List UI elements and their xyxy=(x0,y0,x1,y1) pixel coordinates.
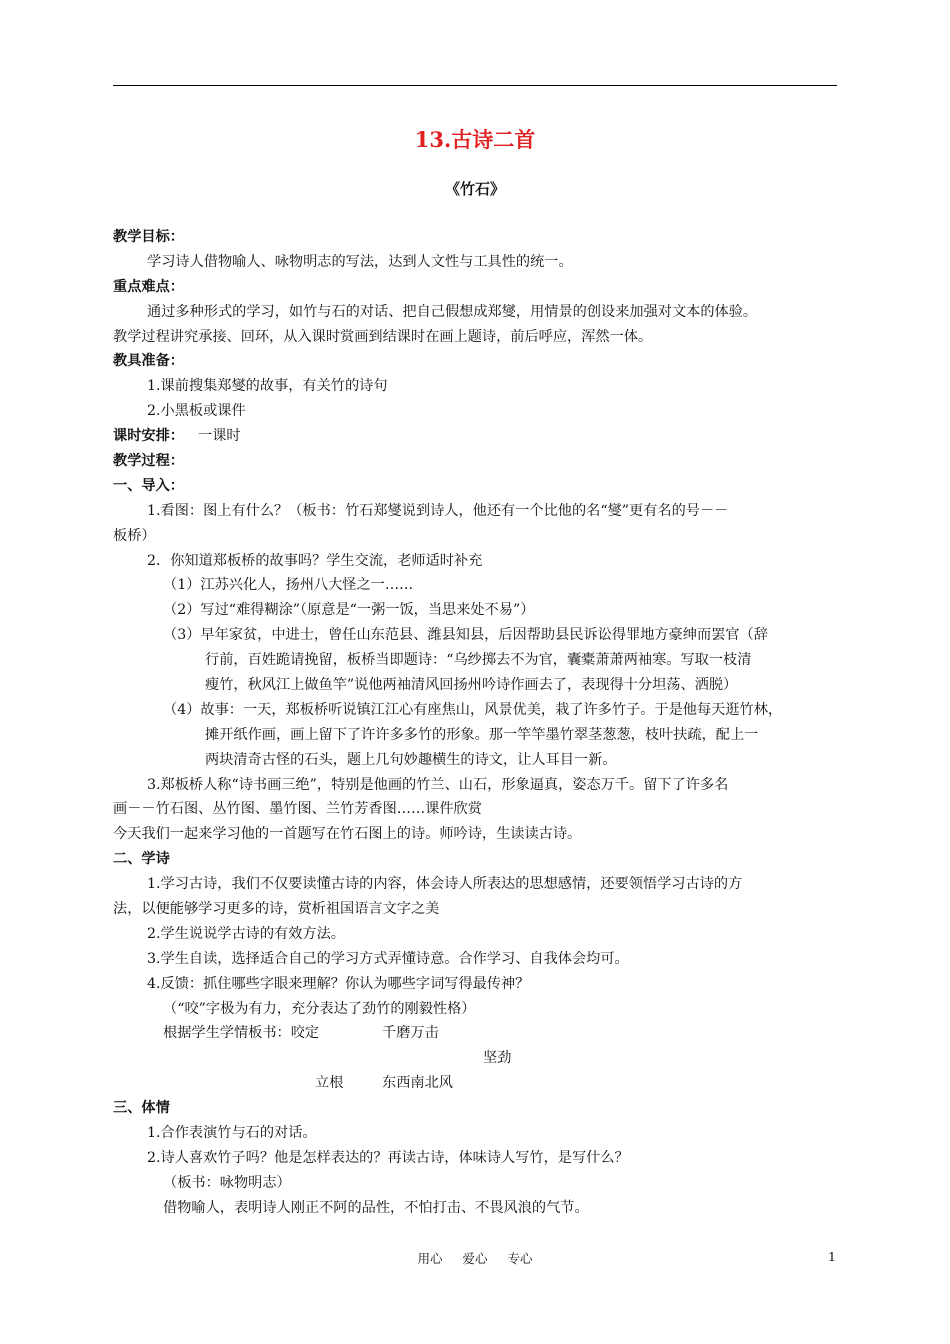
text-line: 1.合作表演竹与石的对话。 xyxy=(147,1125,317,1141)
text-line: 板桥） xyxy=(113,528,156,544)
section-heading: 二、学诗 xyxy=(113,851,170,867)
text-line: 今天我们一起来学习他的一首题写在竹石图上的诗。师吟诗，生读读古诗。 xyxy=(113,826,582,842)
text-line: 借物喻人，表明诗人刚正不阿的品性，不怕打击、不畏风浪的气节。 xyxy=(163,1200,589,1216)
header-rule xyxy=(113,85,837,86)
text-line: 2.小黑板或课件 xyxy=(147,403,246,419)
text-line: 2.学生说说学古诗的有效方法。 xyxy=(147,926,345,942)
page-title: 13.古诗二首 xyxy=(414,127,536,152)
section-heading: 教具准备： xyxy=(113,353,184,369)
section-heading: 课时安排： xyxy=(113,428,184,444)
text-line: （2）写过“难得糊涂”（原意是“一粥一饭，当思来处不易”） xyxy=(163,602,535,618)
text-line: 4.反馈：抓住哪些字眼来理解？你认为哪些字词写得最传神？ xyxy=(147,976,530,992)
text-line: 通过多种形式的学习，如竹与石的对话、把自己假想成郑燮，用情景的创设来加强对文本的体验。 xyxy=(147,304,758,320)
text-line: （“咬”字极为有力，充分表达了劲竹的刚毅性格） xyxy=(163,1001,476,1017)
page-number: 1 xyxy=(828,1249,836,1264)
section-heading: 三、体情 xyxy=(113,1100,170,1116)
section-heading: 一、导入： xyxy=(113,478,184,494)
board-text: 坚劲 xyxy=(483,1050,512,1066)
text-line: 一课时 xyxy=(198,428,241,444)
section-heading: 教学过程： xyxy=(113,453,184,469)
text-line: 1.课前搜集郑燮的故事，有关竹的诗句 xyxy=(147,378,388,394)
text-line: 2．你知道郑板桥的故事吗？学生交流，老师适时补充 xyxy=(147,553,483,569)
text-line: （板书：咏物明志） xyxy=(163,1175,291,1191)
text-line: 1.看图：图上有什么？（板书：竹石郑燮说到诗人，他还有一个比他的名“燮”更有名的号－－ xyxy=(147,503,729,519)
text-line: 法，以便能够学习更多的诗，赏析祖国语言文字之美 xyxy=(113,901,440,917)
board-text: 立根 xyxy=(315,1075,344,1091)
text-line: 1.学习古诗，我们不仅要读懂古诗的内容，体会诗人所表达的思想感情，还要领悟学习古诗的方 xyxy=(147,876,743,892)
section-heading: 教学目标： xyxy=(113,229,184,245)
page-footer: 用心 爱心 专心 xyxy=(417,1251,533,1266)
text-line: 教学过程讲究承接、回环，从入课时赏画到结课时在画上题诗，前后呼应，浑然一体。 xyxy=(113,329,653,345)
board-text: 东西南北风 xyxy=(382,1075,453,1091)
text-line: 2.诗人喜欢竹子吗？他是怎样表达的？再读古诗，体味诗人写竹，是写什么？ xyxy=(147,1150,629,1166)
text-line: 3.学生自读，选择适合自己的学习方式弄懂诗意。合作学习、自我体会均可。 xyxy=(147,951,629,967)
text-line: 学习诗人借物喻人、咏物明志的写法，达到人文性与工具性的统一。 xyxy=(147,254,573,270)
board-text: 根据学生学情板书：咬定 xyxy=(163,1025,320,1041)
text-line: 行前，百姓跪请挽留，板桥当即题诗：“乌纱掷去不为官，囊橐萧萧两袖寒。写取一枝清 xyxy=(205,652,752,668)
poem-title: 《竹石》 xyxy=(444,180,505,198)
board-text: 千磨万击 xyxy=(382,1025,439,1041)
section-heading: 重点难点： xyxy=(113,279,184,295)
text-line: （3）早年家贫，中进士，曾任山东范县、潍县知县，后因帮助县民诉讼得罪地方豪绅而罢官（辞 xyxy=(163,627,768,643)
text-line: 瘦竹，秋风江上做鱼竿”说他两袖清风回扬州吟诗作画去了，表现得十分坦荡、洒脱） xyxy=(205,677,738,693)
text-line: 3.郑板桥人称“诗书画三绝”，特别是他画的竹兰、山石，形象逼真，姿态万千。留下了许多名 xyxy=(147,777,729,793)
text-line: 摊开纸作画，画上留下了许许多多竹的形象。那一竿竿墨竹翠茎葱葱，枝叶扶疏，配上一 xyxy=(205,727,759,743)
text-line: （1）江苏兴化人，扬州八大怪之一…… xyxy=(163,577,414,593)
text-line: （4）故事：一天，郑板桥听说镇江江心有座焦山，风景优美，栽了许多竹子。于是他每天逛竹林， xyxy=(163,702,783,718)
text-line: 画－－竹石图、丛竹图、墨竹图、兰竹芳香图……课件欣赏 xyxy=(113,801,482,817)
text-line: 两块清奇古怪的石头，题上几句妙趣横生的诗文，让人耳目一新。 xyxy=(205,752,617,768)
